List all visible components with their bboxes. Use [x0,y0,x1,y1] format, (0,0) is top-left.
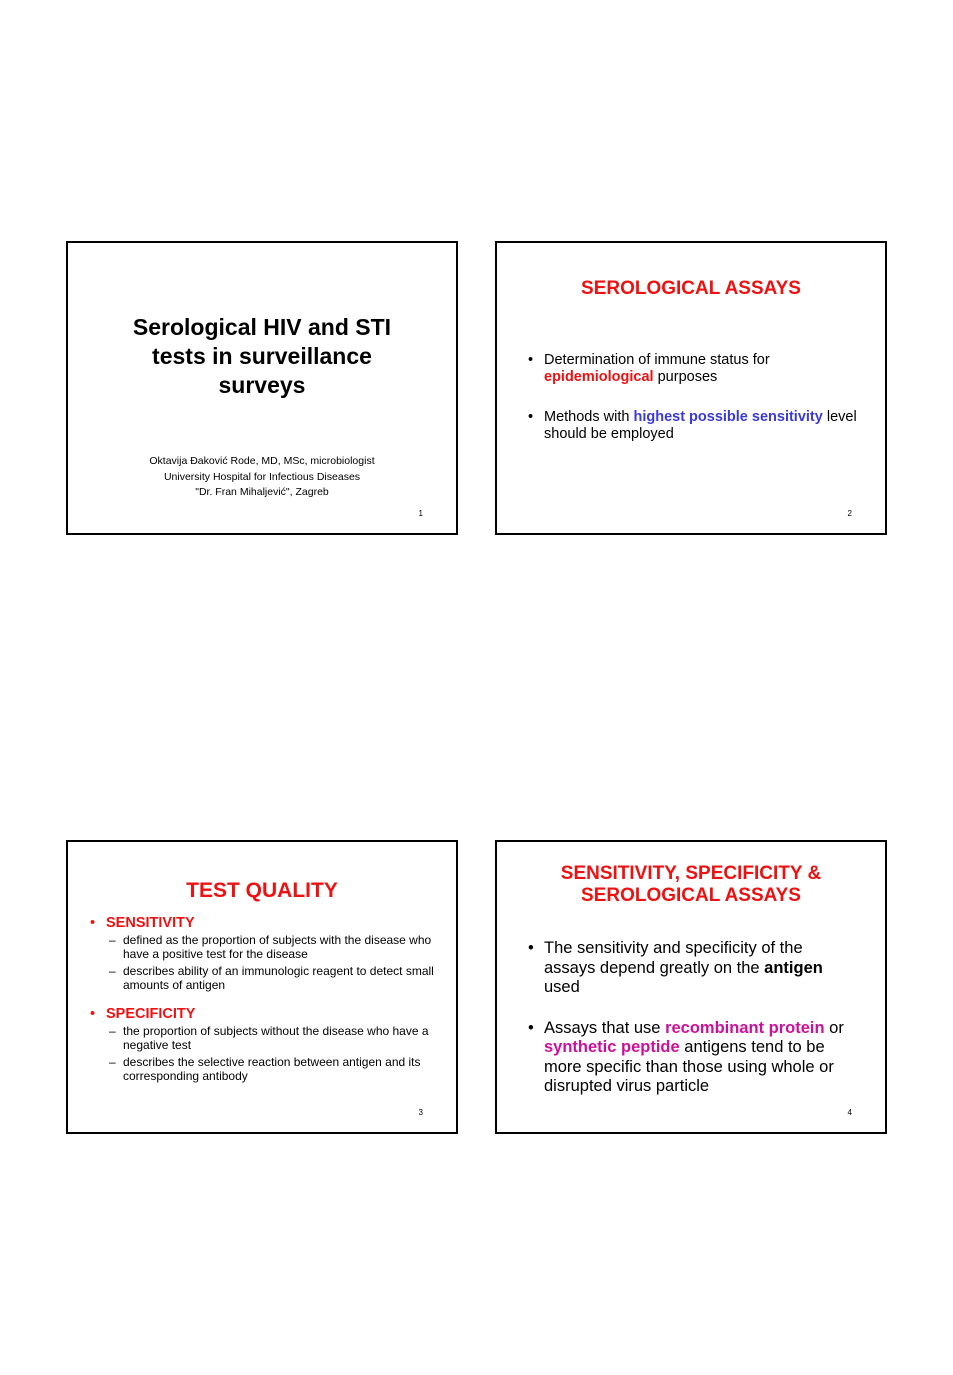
slide-number: 1 [418,509,423,518]
bullet-list [90,915,440,1097]
sub-item: – describes ability of an immunologic reagent to detect small amounts of antigen [106,964,440,992]
bullet-emphasis: highest possible sensitivity [633,409,823,425]
bullet-emphasis: antigen [764,958,823,977]
slide-number: 4 [847,1108,852,1117]
bullet-text: Determination of immune status for [544,352,770,368]
slide-4 [495,840,887,1134]
author-institution: University Hospital for Infectious Diseases [163,470,361,483]
sub-item: – the proportion of subjects without the disease who have a negative test [106,1024,440,1052]
sub-list [106,933,440,992]
bullet-text: level should be employed [544,409,857,442]
bullet-emphasis: epidemiological [544,369,654,385]
bullet-text: antigens tend to be more specific than those using whole or disrupted virus particle [544,1038,834,1095]
bullet-text: or [824,1018,844,1037]
bullet-item [528,409,858,443]
bullet-text: Methods with [544,409,634,425]
slide-title: SEROLOGICAL ASSAYS [581,278,801,299]
bullet-list [528,352,858,466]
bullet-text: The sensitivity and specificity of the assays depend greatly on the [544,939,803,977]
title-line: SEROLOGICAL ASSAYS [581,884,801,906]
bullet-text: used [544,978,580,996]
slide-2 [495,241,887,535]
bullet-item [528,1019,858,1097]
slide-3 [66,840,458,1134]
slide-title [497,863,885,906]
slide-title: TEST QUALITY [186,879,338,902]
slide-title: Serological HIV and STI tests in surveillance surveys [132,314,392,398]
bullet-text: purposes [653,369,718,385]
author-name: Oktavija Đaković Rode, MD, MSc, microbiologist [149,455,375,467]
slide-1 [66,241,458,535]
section-heading: SENSITIVITY [106,915,195,931]
bullet-item [528,939,858,998]
bullet-emphasis: recombinant protein [665,1018,825,1037]
sub-item: – describes the selective reaction between antigen and its corresponding antibody [106,1055,440,1083]
section-heading: SPECIFICITY [106,1006,196,1022]
bullet-emphasis: synthetic peptide [544,1038,680,1056]
slide-number: 3 [418,1108,423,1117]
section-specificity [90,1006,440,1083]
author-block [68,454,456,501]
sub-item: – defined as the proportion of subjects with the disease who have a positive test for the disease [106,933,440,961]
sub-list [106,1024,440,1083]
bullet-item [528,352,858,386]
bullet-text: Assays that use [544,1018,666,1037]
title-line: SENSITIVITY, SPECIFICITY & [560,863,822,884]
section-sensitivity [90,915,440,992]
slide-number: 2 [847,509,852,518]
bullet-list [528,939,858,1118]
author-location: "Dr. Fran Mihaljević", Zagreb [195,486,329,498]
